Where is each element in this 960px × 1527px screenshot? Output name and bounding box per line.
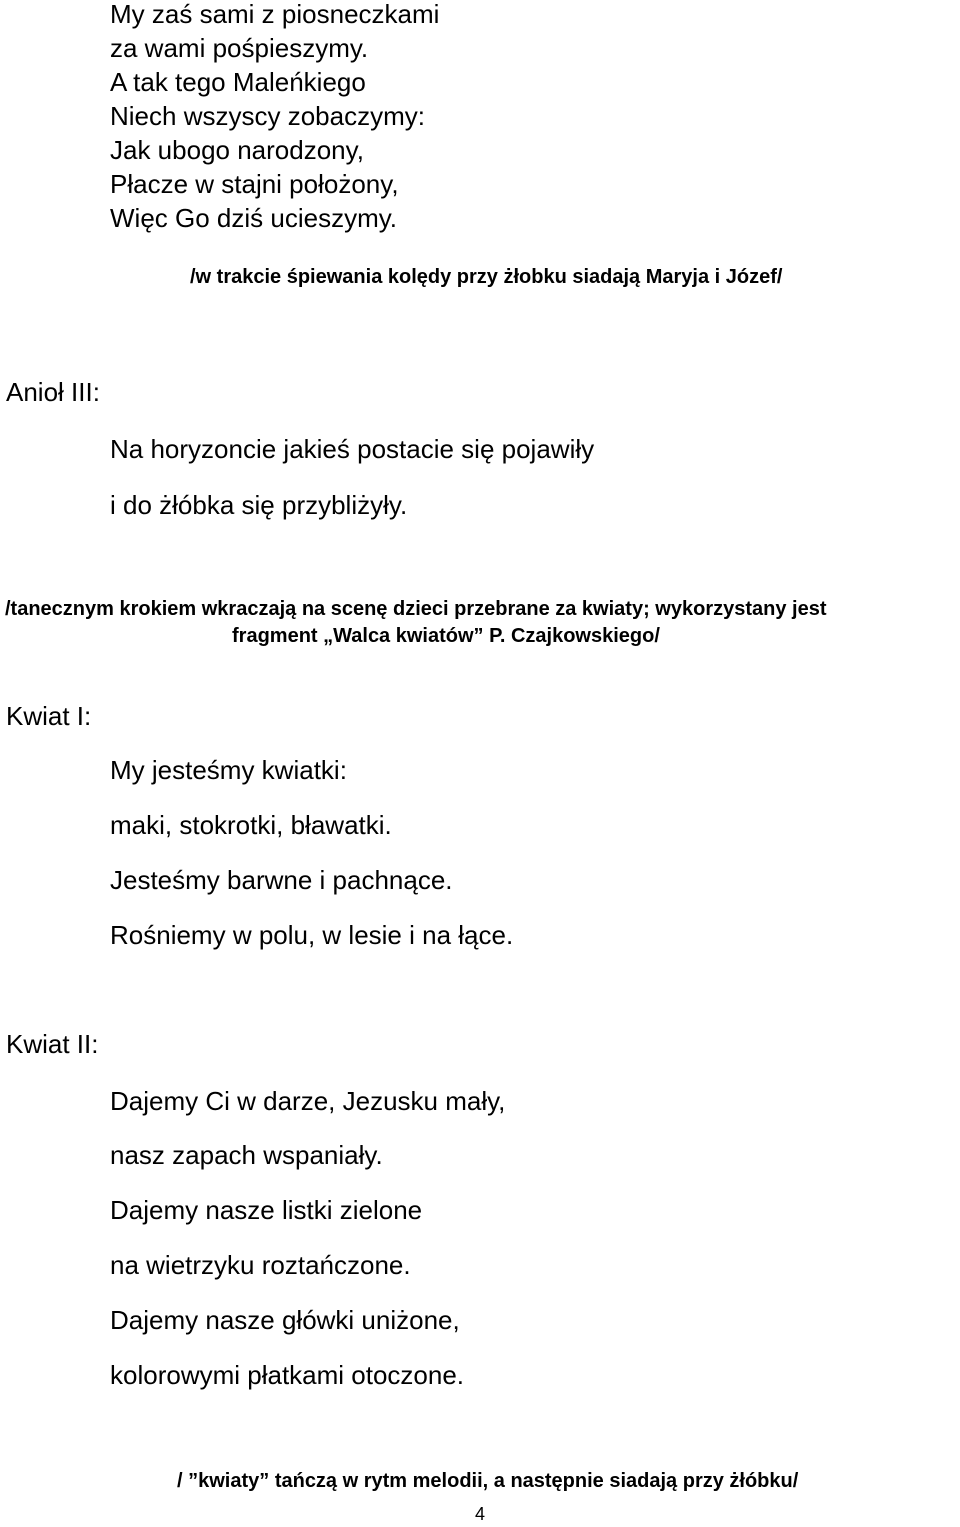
dialogue-line: Dajemy nasze główki uniżone, [110,1305,460,1335]
verse-line: Jak ubogo narodzony, [110,135,364,165]
verse-line: Więc Go dziś ucieszymy. [110,203,398,233]
verse-line: A tak tego Maleńkiego [110,67,366,97]
dialogue-line: My jesteśmy kwiatki: [110,755,347,785]
page-number: 4 [475,1504,486,1524]
verse-line: My zaś sami z piosneczkami [110,0,440,29]
dialogue-line: kolorowymi płatkami otoczone. [110,1360,465,1390]
verse-line: Niech wszyscy zobaczymy: [110,101,425,131]
speaker-label: Kwiat I: [6,701,92,731]
verse-line: Płacze w stajni położony, [110,169,399,199]
dialogue-line: Dajemy Ci w darze, Jezusku mały, [110,1086,506,1116]
stage-direction: fragment „Walca kwiatów” P. Czajkowskiego/ [232,625,660,647]
dialogue-line: Jesteśmy barwne i pachnące. [110,865,453,895]
stage-direction: /tanecznym krokiem wkraczają na scenę dzieci przebrane za kwiaty; wykorzystany jest [5,598,827,620]
dialogue-line: na wietrzyku roztańczone. [110,1250,411,1280]
stage-direction: / ”kwiaty” tańczą w rytm melodii, a następnie siadają przy żłóbku/ [177,1470,799,1492]
stage-direction: /w trakcie śpiewania kolędy przy żłobku siadają Maryja i Józef/ [190,266,783,288]
speaker-label: Kwiat II: [6,1029,99,1059]
dialogue-line: i do żłóbka się przybliżyły. [110,490,408,520]
dialogue-line: Rośniemy w polu, w lesie i na łące. [110,920,514,950]
dialogue-line: Na horyzoncie jakieś postacie się pojawiły [110,434,595,464]
dialogue-line: Dajemy nasze listki zielone [110,1195,423,1225]
dialogue-line: maki, stokrotki, bławatki. [110,810,392,840]
dialogue-line: nasz zapach wspaniały. [110,1140,383,1170]
speaker-label: Anioł III: [6,377,100,407]
verse-line: za wami pośpieszymy. [110,33,369,63]
